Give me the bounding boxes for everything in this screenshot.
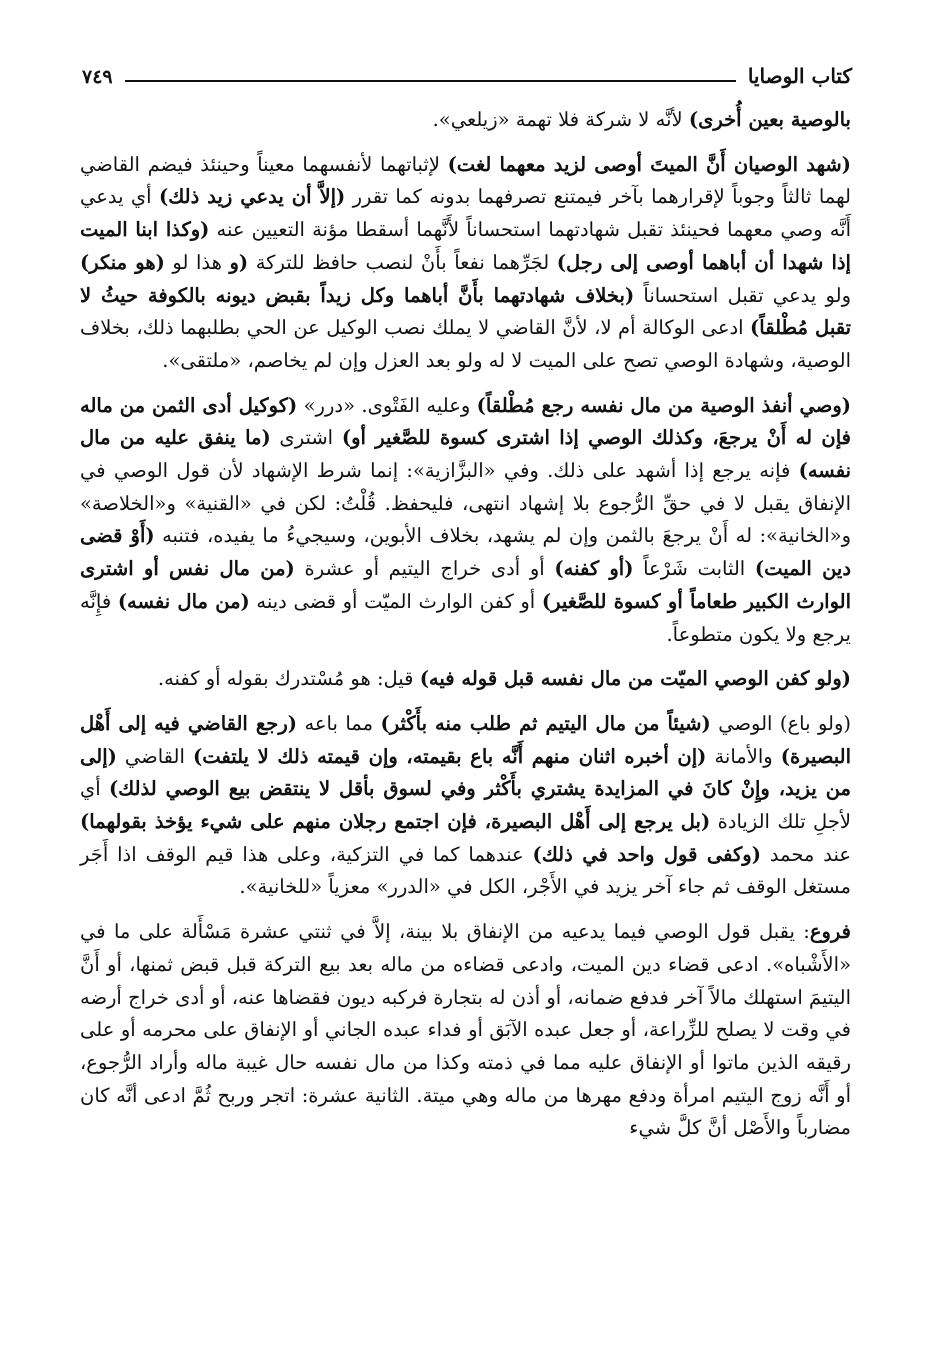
paragraph [80,149,851,378]
sharh-run: اشترى [270,426,342,450]
matn-bold-run: (إلاَّ أن يدعي زيد ذلك) [158,185,346,209]
matn-bold-run: (شهد الوصيان أَنَّ الميتَ أوصى لزيد معهما لغت) [447,152,851,176]
page-header [82,62,852,88]
matn-bold-run: (إن أخبره اثنان منهم أَنَّه باع بقيمته، وإن قيمته ذلك لا يلتفت) [192,744,707,768]
sharh-run: لإثباتهما لأنفسهما معيناً وحينئذ فيضم القاضي لهما ثالثاً وجوباً لإقرارهما بآخر فيمتنع تصرفهما بدونه كما تقرر [80,152,851,209]
sharh-run: قيل: هو مُسْتدرك بقوله أو كفنه. [157,667,420,691]
sharh-run: أو كفن الوارث الميّت أو قضى دينه [249,589,542,613]
paragraph [80,708,851,904]
matn-bold-run: (إلى من يزيد، وإِنْ كانَ في المزايدة يشتري بأَكْثر وفي لسوق بأقل لا ينتقض بيع الوصي لذلك) [80,744,851,801]
sharh-run: والأمانة [706,744,781,768]
matn-bold-run: (وصي أنفذ الوصية من مال نفسه رجع مُطْلقاً) [476,393,851,417]
sharh-run: وعليه الفَتْوى. «درر» [297,393,477,417]
sharh-run: فإنه يرجع إذا أشهد على ذلك. وفي «البزَّازية»: إنما شرط الإشهاد لأن قول الوصي في الإنفاق يقبل لا في حقِّ الرُّجوع بلا إشهاد انتهى، فليحفظ. قُلْتُ: لكن في «القنية» و«الخلاصة» و«الخانية»: له أَنْ يرجعَ بالثمن وإن لم يشهد، بخلاف الأبوين، وسيجيءُ ما يفيده، فتنبه [80,459,851,548]
matn-bold-run: (ولو كفن الوصي الميّت من مال نفسه قبل قوله فيه) [419,667,851,691]
sharh-run: : يقبل قول الوصي فيما يدعيه من الإنفاق بلا بينة، إلاَّ في ثنتي عشرة مَسْأَلة على ما في «الأَشْباه». ادعى قضاء دين الميت، وادعى قضاءه من ماله بعد بيع التركة قبل قبض ثمنها، أو أَنَّ اليتيمَ استهلك مالاً آخر فدفع ضمانه، أو أذن له بتجارة فركبه ديون فقضاها عنه، أو أدى خراج أرضه في وقت لا يصلح للزِّراعة، أو جعل عبده الآبَق أو فداء عبده الجاني أو الإنفاق على محرمه أو على رقيقه الذين ماتوا أو الإنفاق عليه مما في ذمته وكذا من مال نفسه حال غيبة ماله وأراد الرُّجوع، أو أَنَّه زوج اليتيم امرأة ودفع مهرها من ماله وهي ميتة. الثانية عشرة: اتجر وربح ثُمَّ ادعى أنَّه كان مضارباً والأَصْل أنَّ كلَّ شيء [80,920,851,1140]
sharh-run: أي يدعي أَنَّه وصي معهما فحينئذ تقبل شهادتهما استحساناً لأَنَّهما أسقطا مؤنة التعيين عنه [80,185,852,242]
sharh-run: (ولو باع) الوصي [710,711,851,735]
page-number: ٧٤٩ [82,66,113,88]
sharh-run: مما باعه [296,711,381,735]
matn-bold-run: (من مال نفس أو اشترى الوارث الكبير طعاماً أو كسوة للصَّغير) [80,557,852,613]
matn-bold-run: (من مال نفسه) [117,589,250,613]
sharh-run: الثابت شَرْعاً [633,557,755,581]
matn-bold-run: (رجع القاضي فيه إلى أَهْل البصيرة) [80,711,851,768]
paragraph [80,916,851,1145]
matn-bold-run: (بل يرجع إلى أَهْل البصيرة، فإن اجتمع رجلان منهم على شيء يؤخذ بقولهما) [80,810,711,834]
sharh-run: لجَرِّهما نفعاً بأَنْ لنصب حافظ للتركة [248,250,557,274]
sharh-run: ولو يدعي تقبل استحساناً [634,283,851,307]
sharh-run: القاضي [116,744,193,768]
body-text [80,104,851,1145]
matn-bold-run: (شيئاً من مال اليتيم ثم طلب منه بأَكْثر) [380,711,711,735]
matn-bold-run: (كوكيل أدى الثمن من ماله فإن له أَنْ يرجعَ، وكذلك الوصي إذا اشترى كسوة للصَّغير أو) [80,393,852,450]
sharh-run: عند محمد [760,842,851,866]
matn-bold-run: (و [229,250,249,274]
matn-bold-run: (وكذا ابنا الميت إذا شهدا أن أباهما أوصى إلى رجل) [80,218,851,274]
header-rule [125,80,736,82]
matn-bold-run: (ما ينفق عليه من مال نفسه) [80,426,851,483]
sharh-run: هذا لو [164,250,230,274]
running-title: كتاب الوصايا [747,64,852,88]
sharh-run: أي لأجلِ تلك الزيادة [80,777,851,834]
sharh-run: ادعى الوكالة أم لا، لأنَّ القاضي لا يملك نصب الوكيل عن الحي بطلبهما ذلك، بخلاف الوصية، وشهادة الوصي تصح على الميت لا له ولو بعد العزل وإن لم يخاصم، «ملتقى». [80,316,851,372]
sharh-run: عندهما كما في التزكية، وعلى هذا قيم الوقف اذا أَجَر مستغل الوقف ثم جاء آخر يزيد في الأَجْر، الكل في «الدرر» معزياً «للخانية». [80,842,851,899]
matn-bold-run: (أَوْ قضى دين الميت) [80,524,852,581]
matn-bold-run: بالوصية بعين أُخرى) [688,108,851,131]
sharh-run: أو أدى خراج اليتيم أو عشرة [294,557,555,581]
sharh-run: لأنَّه لا شركة فلا تهمة «زيلعي». [432,108,689,131]
paragraph [80,663,851,696]
matn-bold-run: (أو كفنه) [554,557,634,581]
matn-bold-run: (وكفى قول واحد في ذلك) [532,842,761,866]
paragraph [80,390,851,652]
paragraph [80,104,851,137]
matn-bold-run: (هو منكر) [80,250,165,274]
sharh-run: فإِنَّه يرجع ولا يكون متطوعاً. [80,589,851,646]
matn-bold-run: (بخلاف شهادتهما بأَنَّ أباهما وكل زيداً بقبض ديونه بالكوفة حيثُ لا تقبل مُطْلقاً) [80,283,851,340]
matn-bold-run: فروع [809,920,851,944]
